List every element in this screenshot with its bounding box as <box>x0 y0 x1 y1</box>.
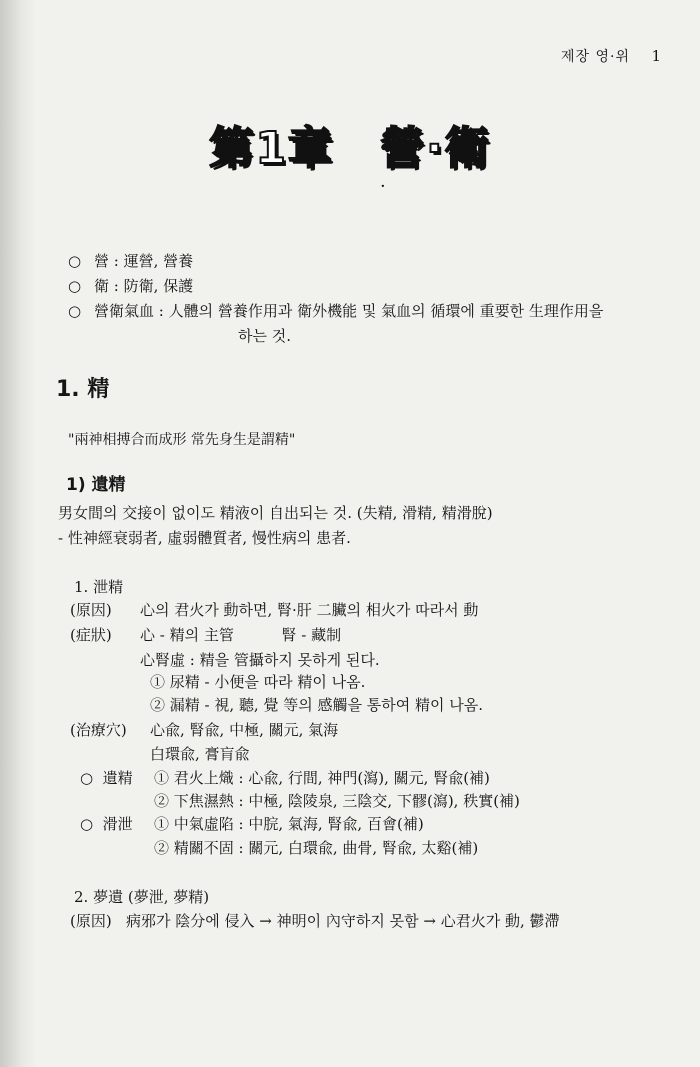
chapter-title <box>0 112 700 176</box>
item-heading: 1. 泄精 <box>74 578 124 596</box>
definition-item: ○ 衛 : 防衛, 保護 <box>68 277 194 295</box>
yijing-label: ○ 遺精 <box>80 769 133 787</box>
cause-label: (原因) <box>70 912 112 930</box>
cause-label: (原因) <box>70 601 112 619</box>
symptom-text: ② 漏精 - 視, 聽, 覺 等의 感觸을 통하여 精이 나옴. <box>150 696 483 714</box>
definition-item: ○ 營衛氣血 : 人體의 營養作用과 衛外機能 및 氣血의 循環에 重要한 生理作用을 <box>68 302 604 320</box>
header-text: 제장 영·위 <box>561 49 630 65</box>
definition-item: ○ 營 : 運營, 營養 <box>68 252 194 270</box>
subsection-description: 男女間의 交接이 없이도 精液이 自出되는 것. (失精, 滑精, 精滑脫) <box>58 504 493 522</box>
section-heading: 1. 精 <box>56 377 110 402</box>
symptom-text: 心 - 精의 主管 腎 - 藏制 <box>140 626 342 644</box>
running-header <box>561 46 662 66</box>
treatment-label: (治療穴) <box>70 721 127 739</box>
section-quote: "兩神相搏合而成形 常先身生是謂精" <box>68 432 296 448</box>
subsection-note: - 性神經衰弱者, 虛弱體質者, 慢性病의 患者. <box>58 529 351 547</box>
huaxie-label: ○ 滑泄 <box>80 815 133 833</box>
symptom-text: ① 尿精 - 小便을 따라 精이 나옴. <box>150 673 366 691</box>
title-dot: · <box>380 176 386 197</box>
subsection-heading: 1) 遺精 <box>66 475 126 495</box>
huaxie-item: ① 中氣虛陷 : 中脘, 氣海, 腎兪, 百會(補) <box>154 815 424 833</box>
chapter-name: 營·衛 <box>379 123 491 174</box>
symptom-label: (症狀) <box>70 626 112 644</box>
treatment-text: 心兪, 腎兪, 中極, 關元, 氣海 <box>150 721 339 739</box>
chapter-number: 第1章 <box>209 123 334 174</box>
yijing-item: ② 下焦濕熱 : 中極, 陰陵泉, 三陰交, 下髎(瀉), 秩實(補) <box>154 792 520 810</box>
cause-text: 心의 君火가 動하면, 腎·肝 二臟의 相火가 따라서 動 <box>140 601 479 619</box>
cause-text: 病邪가 陰分에 侵入 → 神明이 內守하지 못함 → 心君火가 動, 鬱滯 <box>126 912 560 930</box>
treatment-text: 白環兪, 膏肓兪 <box>150 745 250 763</box>
page-number: 1 <box>651 47 662 65</box>
item-heading: 2. 夢遺 (夢泄, 夢精) <box>74 888 210 906</box>
definition-continuation: 하는 것. <box>238 327 292 345</box>
yijing-item: ① 君火上熾 : 心兪, 行間, 神門(瀉), 關元, 腎兪(補) <box>154 769 490 787</box>
symptom-text: 心腎虛 : 精을 管攝하지 못하게 된다. <box>140 651 380 669</box>
huaxie-item: ② 精關不固 : 關元, 白環兪, 曲骨, 腎兪, 太谿(補) <box>154 839 479 857</box>
